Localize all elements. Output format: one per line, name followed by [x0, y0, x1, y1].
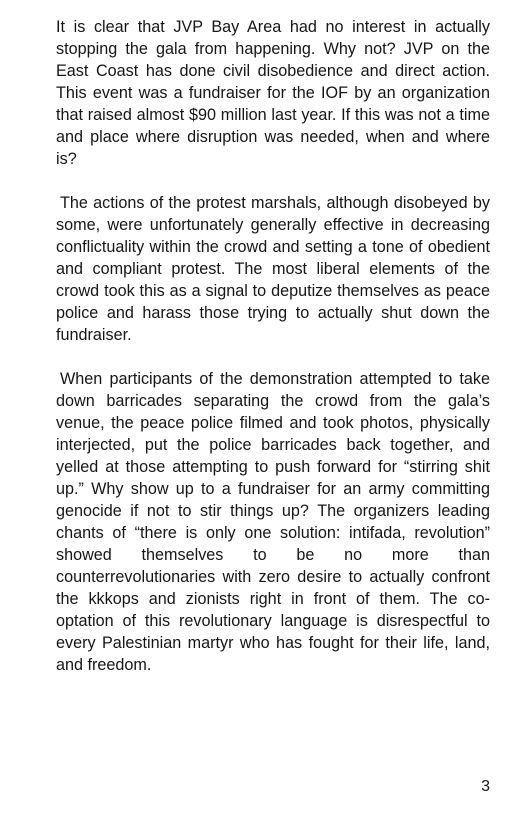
body-text [56, 16, 490, 698]
paragraph-protest-marshals: The actions of the protest marshals, although disobeyed by some, were unfortunately generally effective in decreasing conflictuality within the crowd and setting a tone of obedient and compliant protest. The most liberal elements of the crowd took this as a signal to deputize themselves as peace police and harass those trying to actually shut down the fundraiser. [56, 194, 490, 344]
page-number: 3 [481, 778, 490, 795]
paragraph-peace-police: When participants of the demonstration attempted to take down barricades separating the crowd from the gala’s venue, the peace police filmed and took photos, physically interjected, put the police barricades back together, and yelled at those attempting to push forward for “stirring shit up.” Why show up to a fundraiser for an army committing genocide if not to stir things up? The organizers leading chants of “there is only one solution: intifada, revolution” showed themselves to be no more than counterrevolutionaries with zero desire to actually confront the kkkops and zionists right in front of them. The co-optation of this revolutionary language is disrespectful to every Palestinian martyr who has fought for their life, land, and freedom. [56, 370, 490, 674]
paragraph-jvp-bay-area: It is clear that JVP Bay Area had no interest in actually stopping the gala from happening. Why not? JVP on the East Coast has done civil disobedience and direct action. This event was a fundraiser for the IOF by an organization that raised almost $90 million last year. If this was not a time and place where disruption was needed, when and where is? [56, 18, 490, 168]
